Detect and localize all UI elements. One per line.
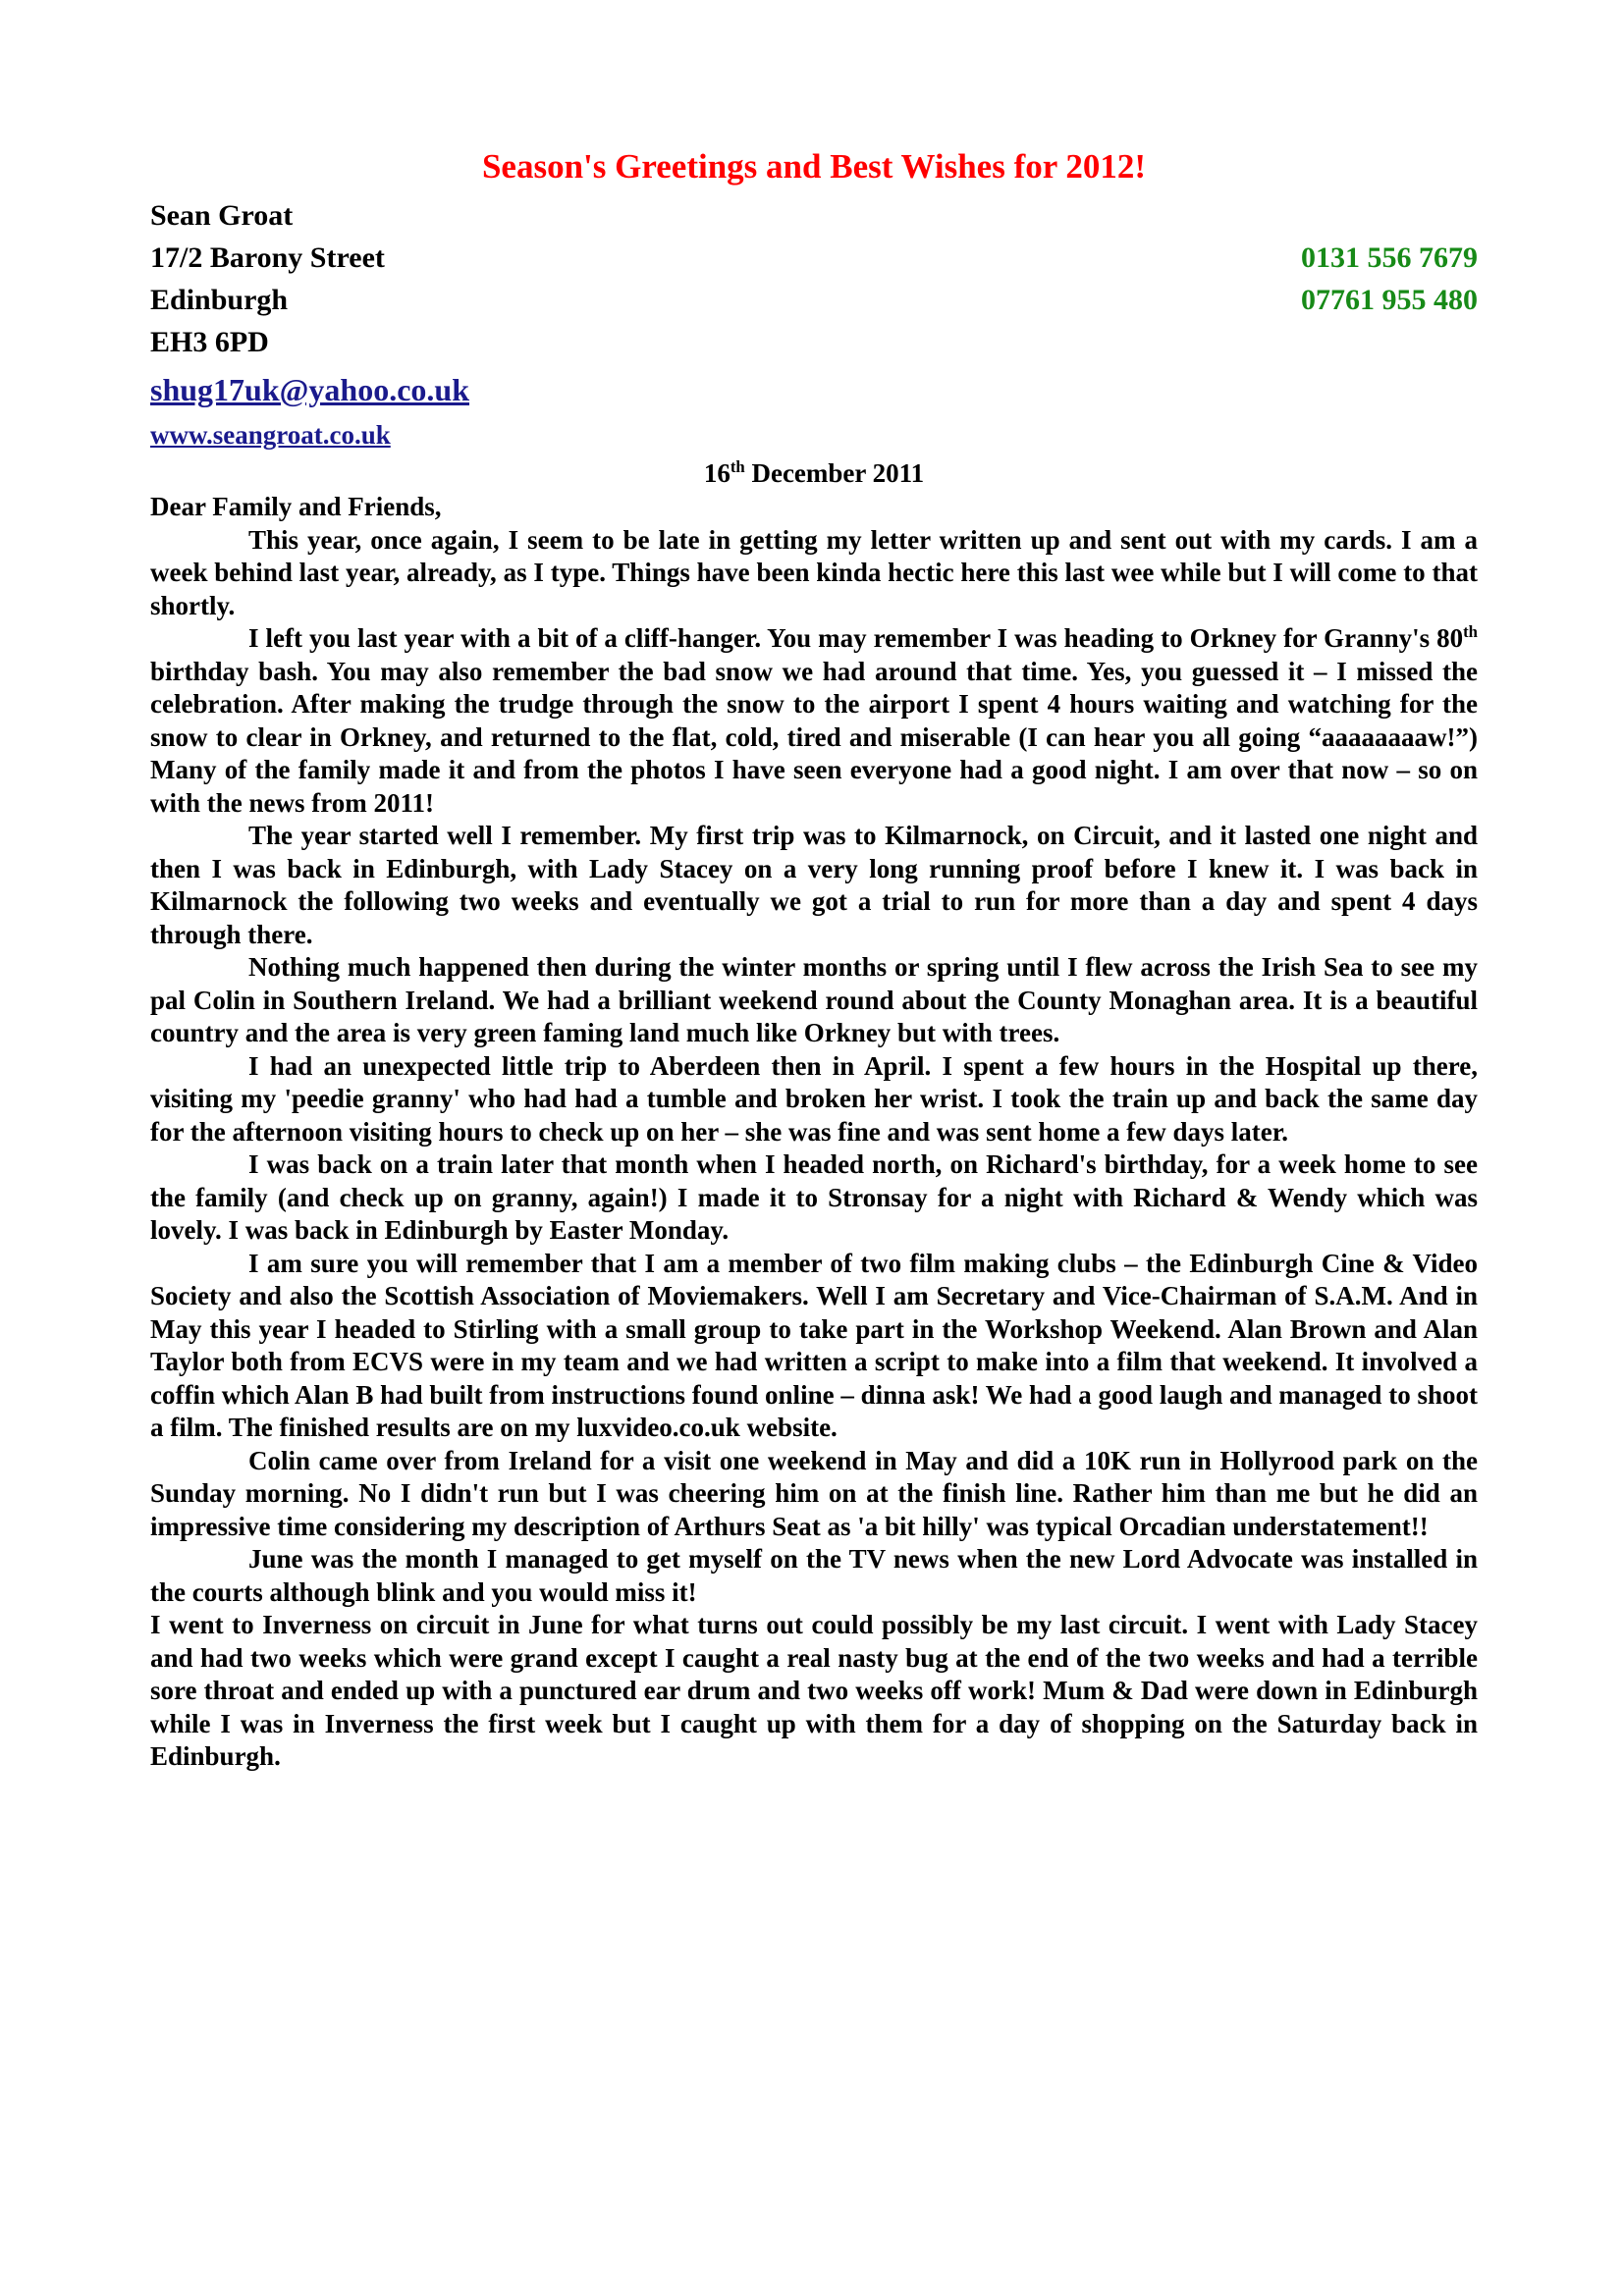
paragraph-6: I was back on a train later that month when I headed north, on Richard's birthday, for a week home to see the family (and check up on granny, again!) I made it to Stronsay for a night with Richard & Wendy which was lovely. I was back in Edinburgh by Easter Monday. <box>150 1149 1478 1245</box>
date-rest: December 2011 <box>744 458 925 488</box>
email-line <box>150 365 1478 414</box>
website-link[interactable]: www.seangroat.co.uk <box>150 420 391 450</box>
paragraph-2 <box>150 622 1478 820</box>
sender-postcode-row <box>150 321 1478 363</box>
paragraph-7: I am sure you will remember that I am a member of two film making clubs – the Edinburgh Cine & Video Society and also the Scottish Association of Moviemakers. Well I am Secretary and Vice-Chairman of S.A.M. And in May this year I headed to Stirling with a small group to take part in the Workshop Weekend. Alan Brown and Alan Taylor both from ECVS were in my team and we had written a script to make into a film that weekend. It involved a coffin which Alan B had built from instructions found online – dinna ask! We had a good laugh and managed to shoot a film. The finished results are on my luxvideo.co.uk website. <box>150 1248 1478 1442</box>
date-day: 16 <box>703 458 730 488</box>
sender-street-row <box>150 237 1478 279</box>
website-line <box>150 414 1478 455</box>
sender-city: Edinburgh <box>150 284 289 316</box>
letter-date <box>150 455 1478 491</box>
sender-name: Sean Groat <box>150 199 294 232</box>
paragraph-3: The year started well I remember. My first trip was to Kilmarnock, on Circuit, and it lasted one night and then I was back in Edinburgh, with Lady Stacey on a very long running proof before I knew it. I was back in Kilmarnock the following two weeks and eventually we got a trial to run for more than a day and spent 4 days through there. <box>150 821 1478 949</box>
letter-title: Season's Greetings and Best Wishes for 2012! <box>481 147 1147 186</box>
paragraph-10: I went to Inverness on circuit in June for what turns out could possibly be my last circuit. I went with Lady Stacey and had two weeks which were grand except I caught a real nasty bug at the end of the two weeks and had a terrible sore throat and ended up with a punctured ear drum and two weeks off work! Mum & Dad were down in Edinburgh while I was in Inverness the first week but I caught up with them for a day of shopping on the Saturday back in Edinburgh. <box>150 1610 1478 1771</box>
salutation: Dear Family and Friends, <box>150 492 442 521</box>
paragraph-8: Colin came over from Ireland for a visit one weekend in May and did a 10K run in Hollyrood park on the Sunday morning. No I didn't run but I was cheering him on at the finish line. Rather him than me but he did an impressive time considering my description of Arthurs Seat as 'a bit hilly' was typical Orcadian understatement!! <box>150 1445 1478 1541</box>
paragraph-9: June was the month I managed to get myself on the TV news when the new Lord Advocate was installed in the courts although blink and you would miss it! <box>150 1544 1478 1607</box>
paragraph-2-text: I left you last year with a bit of a cliff-hanger. You may remember I was heading to Orkney for Granny's 80 <box>248 623 1464 653</box>
phone-mobile: 07761 955 480 <box>1301 284 1478 316</box>
paragraph-2-text-cont: birthday bash. You may also remember the bad snow we had around that time. Yes, you guessed it – I missed the celebration. After making the trudge through the snow to the airport I spent 4 hours waiting and watching for the snow to clear in Orkney, and returned to the flat, cold, tired and miserable (I can hear you all going “aaaaaaaaw!”) Many of the family made it and from the photos I have seen everyone had a good night. I am over that now – so on with the news from 2011! <box>150 656 1478 818</box>
paragraph-5: I had an unexpected little trip to Aberdeen then in April. I spent a few hours in the Hospital up there, visiting my 'peedie granny' who had had a tumble and broken her wrist. I took the train up and back the same day for the afternoon visiting hours to check up on her – she was fine and was sent home a few days later. <box>150 1050 1478 1147</box>
email-link[interactable]: shug17uk@yahoo.co.uk <box>150 372 469 407</box>
sender-city-row <box>150 279 1478 321</box>
phone-landline: 0131 556 7679 <box>1301 241 1478 274</box>
paragraph-4: Nothing much happened then during the winter months or spring until I flew across the Irish Sea to see my pal Colin in Southern Ireland. We had a brilliant weekend round about the County Monaghan area. It is a beautiful country and the area is very green faming land much like Orkney but with trees. <box>150 952 1478 1047</box>
sender-street: 17/2 Barony Street <box>150 241 385 274</box>
paragraph-1: This year, once again, I seem to be late in getting my letter written up and sent out with my cards. I am a week behind last year, already, as I type. Things have been kinda hectic here this last wee while but I will come to that shortly. <box>150 524 1478 620</box>
sender-name-row <box>150 194 1478 237</box>
paragraph-2-ordinal: th <box>1463 622 1478 641</box>
date-ordinal: th <box>730 457 745 476</box>
sender-postcode: EH3 6PD <box>150 326 269 358</box>
